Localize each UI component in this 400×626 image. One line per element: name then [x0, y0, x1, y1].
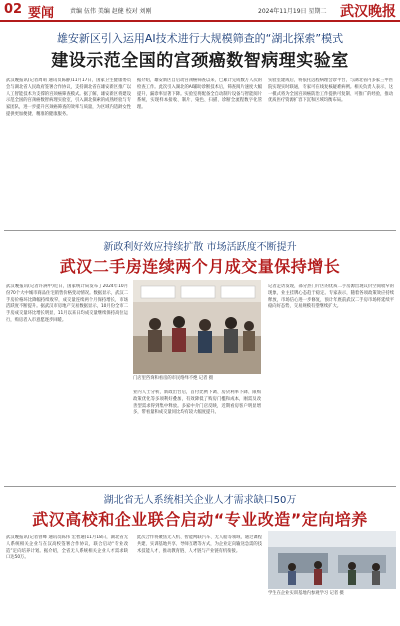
- article3-headline: 武汉高校和企业联合启动“专业改造”定向培养: [32, 510, 368, 529]
- editors-line: 责编 伍伟 美编 赵健 校对 刘刚: [70, 8, 152, 15]
- article3-column-1: 武汉晚报讯(记者曾峰 通讯员陈伟 宏智通)11月18日，湖北省无人系统相关企业与在汉高校签署合作协议，联合启动“专业改造”定向培养计划。据介绍，全省无人系统相关企业人才需求缺口达50万。: [6, 535, 128, 561]
- article1-column-3: 实验室建成后，将依托远程病理会诊平台，与湖北省内多家三甲医院实现实时联通，专家可在线复核疑难病例。相关负责人表示，这一模式将为全国宫颈癌防治工作提供可复制、可推广的经验，推动优质医疗资源扩容下沉和区域均衡布局。: [268, 78, 393, 104]
- article2-photo: [133, 280, 261, 374]
- article1-column-1: 武汉晚报讯(记者周萌 通讯员陈静)11月17日，国家卫生健康委员会与湖北省人民政府签署合作协议，支持湖北省在雄安新区推广以人工智能技术为支撑的宫颈癌筛查模式。据了解，雄安新区将建设示范全国的宫颈癌数智病理实验室，引入湖北探索的成熟经验与专家团队，进一步提升宫颈癌筛查的效率与质量，为区域内适龄女性提供更加便捷、精准的健康服务。: [6, 78, 131, 117]
- section-divider: [4, 486, 396, 487]
- article3-kicker: 湖北省无人系统相关企业人才需求缺口50万: [103, 495, 297, 506]
- article2-column-1: 武汉晚报讯(记者许满中)近日，国家统计局发布了2024年10月份70个大中城市商品住宅销售价格变动情况。数据显示，武汉二手房价格环比降幅持续收窄，成交量连续两个月保持增长，市场活跃度不断提升。据武汉市房地产交易数据显示，10月份全市二手房成交量环比增长明显，11月以来日均成交量继续保持高位运行，购房者入市意愿逐步回暖。: [6, 284, 128, 323]
- article1-column-2: 据介绍，雄安新区自启动宫颈癌筛查以来，已累计完成数万人次的检查工作。此次引入湖北的AI辅助诊断技术后，筛查阅片速度大幅提升，漏诊率显著下降。实验室将配备全自动制片设备与智能阅片系统，实现样本接收、制片、染色、扫描、诊断全流程数字化管理。: [137, 78, 262, 111]
- article2-column-3: 记者走访发现，部分热门片区的优质二手房源出现议价空间收窄的现象，业主挂牌心态趋于稳定。专家表示，随着各项政策效应持续释放，市场信心进一步修复，预计年底前武汉二手房市场将延续平稳向好态势，交易规模有望继续扩大。: [268, 284, 394, 310]
- article1-kicker: 雄安新区引入运用AI技术进行大规模筛查的“湖北探索”模式: [56, 32, 344, 45]
- article2-column-2: 业内人士分析，新政出台后，首付比例下调、房贷利率下降、限购政策优化等多项利好叠加，有效降低了购房门槛和成本，刚需及改善型需求得到集中释放。多家中介门店反映，近期看房客户明显增多，带看量和成交量同比均有较大幅度提升。: [133, 390, 261, 416]
- article3-photo: [268, 531, 396, 589]
- article1-headline: 建设示范全国的宫颈癌数智病理实验室: [51, 51, 349, 71]
- newspaper-logo: 武汉晚报: [340, 4, 396, 20]
- article3-column-2: 此次合作将聚焦无人机、智能网联汽车、无人船等领域，通过课程共建、实训基地共享、导师互聘等方式，为企业定向输送急需的技术技能人才，推动教育链、人才链与产业链有机衔接。: [137, 535, 262, 554]
- page-header: [0, 0, 400, 22]
- issue-date: 2024年11月19日 星期二: [258, 8, 327, 15]
- article2-headline: 武汉二手房连续两个月成交量保持增长: [59, 257, 341, 276]
- section-name: 要闻: [28, 6, 55, 21]
- article3-photo-caption: 学生在企业实训基地内参观学习 记者 摄: [268, 591, 344, 596]
- section-divider: [4, 230, 396, 231]
- page-number: 02: [4, 2, 23, 17]
- article2-photo-caption: 门店里咨询和看房的市民络绎不绝 记者 摄: [133, 376, 214, 381]
- article2-kicker: 新政利好效应持续扩散 市场活跃度不断提升: [103, 242, 297, 253]
